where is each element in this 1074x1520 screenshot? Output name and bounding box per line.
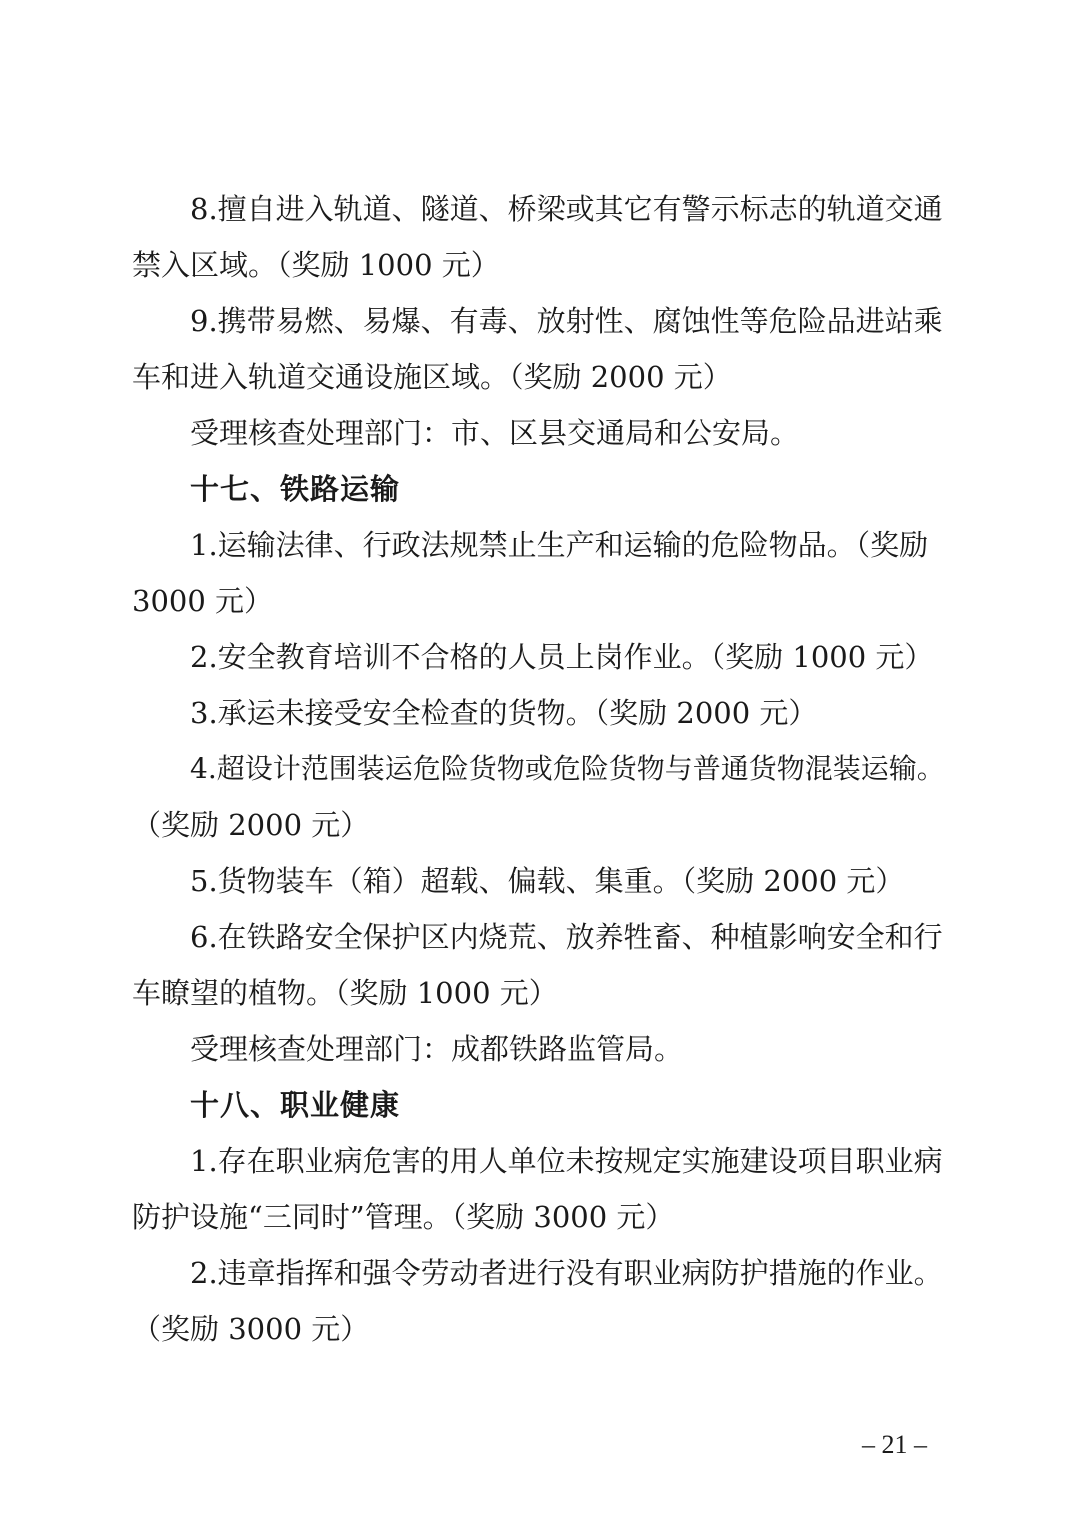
railway-item-4-line-2: （奖励 2000 元） bbox=[132, 808, 370, 842]
item-9-line-1: 9.携带易燃、易爆、有毒、放射性、腐蚀性等危险品进站乘 bbox=[190, 304, 943, 338]
item-8-line-1: 8.擅自进入轨道、隧道、桥梁或其它有警示标志的轨道交通 bbox=[190, 192, 943, 226]
railway-item-6-line-1: 6.在铁路安全保护区内烧荒、放养牲畜、种植影响安全和行 bbox=[190, 920, 943, 954]
section-heading-occupational-health: 十八、职业健康 bbox=[190, 1088, 401, 1122]
section-heading-railway: 十七、铁路运输 bbox=[190, 472, 401, 506]
health-item-2-line-2: （奖励 3000 元） bbox=[132, 1312, 370, 1346]
health-item-1-line-1: 1.存在职业病危害的用人单位未按规定实施建设项目职业病 bbox=[190, 1144, 943, 1178]
department-transport: 受理核查处理部门：市、区县交通局和公安局。 bbox=[190, 416, 800, 450]
railway-item-2: 2.安全教育培训不合格的人员上岗作业。（奖励 1000 元） bbox=[190, 640, 934, 674]
item-9-line-2: 车和进入轨道交通设施区域。（奖励 2000 元） bbox=[132, 360, 732, 394]
department-railway: 受理核查处理部门：成都铁路监管局。 bbox=[190, 1032, 684, 1066]
railway-item-5: 5.货物装车（箱）超载、偏载、集重。（奖励 2000 元） bbox=[190, 864, 905, 898]
railway-item-4-line-1: 4.超设计范围装运危险货物或危险货物与普通货物混装运输。 bbox=[190, 752, 945, 785]
health-item-1-line-2: 防护设施“三同时”管理。（奖励 3000 元） bbox=[132, 1200, 675, 1234]
health-item-2-line-1: 2.违章指挥和强令劳动者进行没有职业病防护措施的作业。 bbox=[190, 1256, 943, 1290]
railway-item-1-line-2: 3000 元） bbox=[132, 584, 274, 618]
railway-item-1-line-1: 1.运输法律、行政法规禁止生产和运输的危险物品。（奖励 bbox=[190, 528, 929, 562]
railway-item-6-line-2: 车瞭望的植物。（奖励 1000 元） bbox=[132, 976, 558, 1010]
railway-item-3: 3.承运未接受安全检查的货物。（奖励 2000 元） bbox=[190, 696, 818, 730]
item-8-line-2: 禁入区域。（奖励 1000 元） bbox=[132, 248, 500, 282]
page-number: – 21 – bbox=[862, 1430, 927, 1459]
